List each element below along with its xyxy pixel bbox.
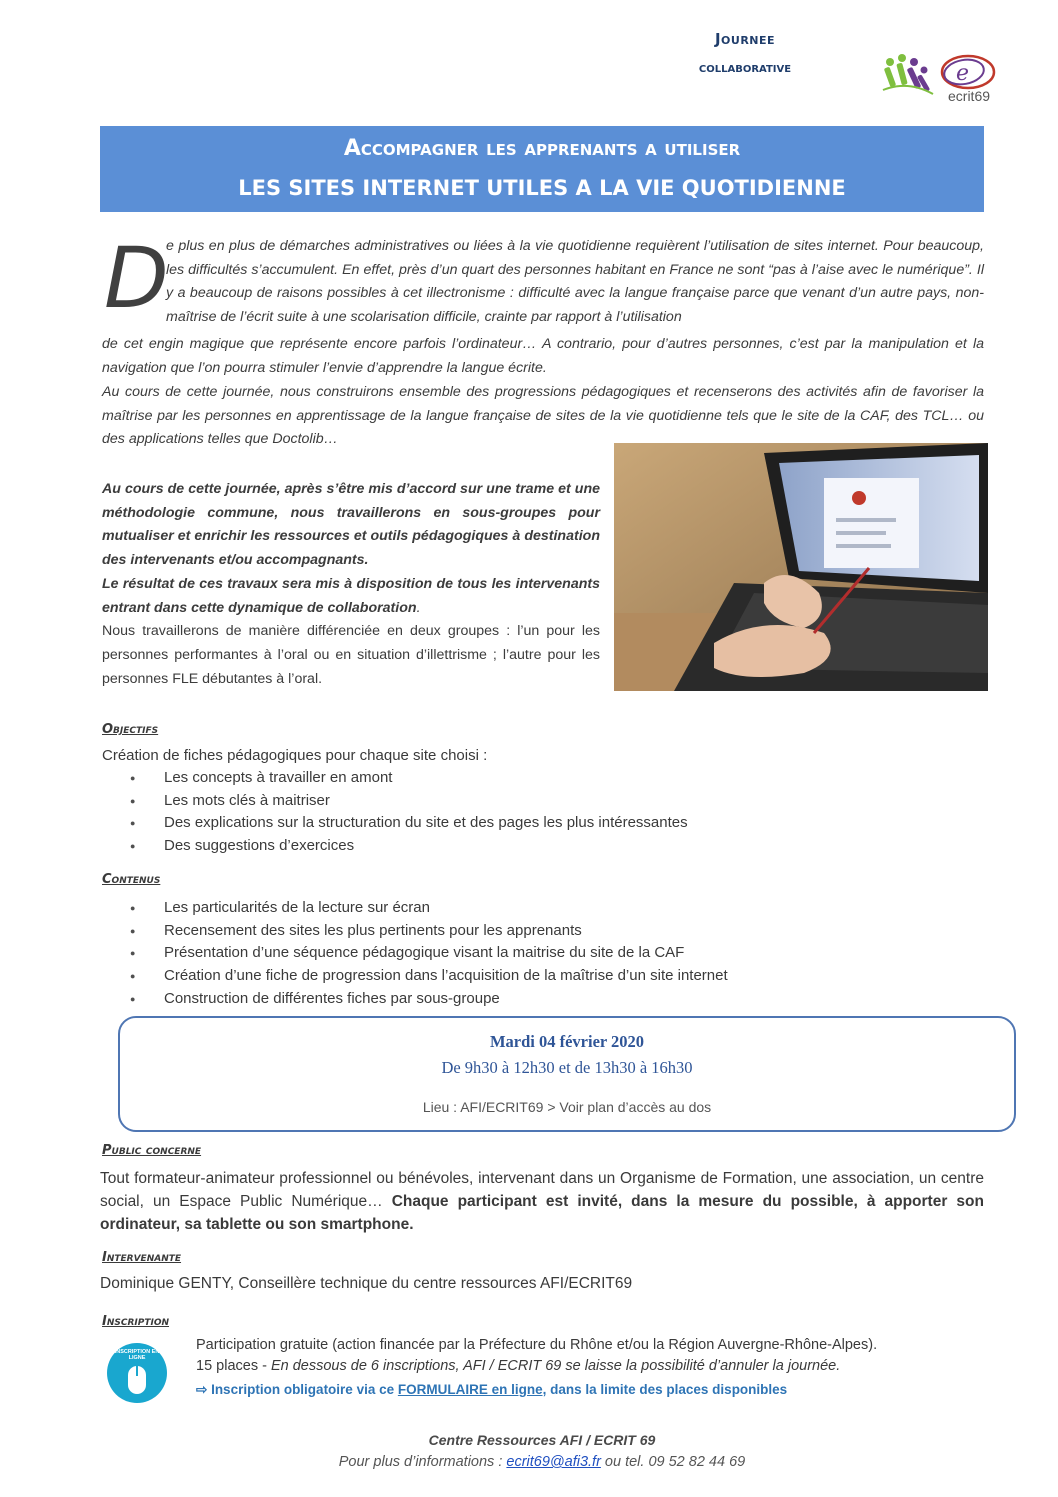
laptop-typing-image-icon (614, 443, 988, 691)
inscription-line1: Participation gratuite (action financée par la Préfecture du Rhône et/ou la Région Auvergne-Rhône-Alpes). (196, 1337, 878, 1353)
public-text (100, 1167, 984, 1236)
inscription-title: Inscription (102, 1314, 170, 1329)
objectifs-list (130, 767, 688, 858)
inscription-line3-end: dans la limite des places disponibles (546, 1382, 788, 1397)
event-date: Mardi 04 février 2020 (489, 1032, 645, 1051)
inscription-icon-label: INSCRIPTION EN LIGNE (114, 1349, 160, 1361)
work-bold-2: Le résultat de ces travaux sera mis à disposition de tous les intervenants entrant dans cette dynamique de collaboration (102, 575, 600, 616)
event-hours: De 9h30 à 12h30 et de 13h30 à 16h30 (441, 1058, 693, 1077)
public-text-bold: Chaque participant est invité, dans la mesure du possible, à apporter son ordinateur, sa tablette ou son smartphone. (100, 1193, 984, 1233)
partner-logos (878, 50, 1008, 110)
public-title: Public concerne (102, 1143, 202, 1158)
title-line2: LES SITES INTERNET UTILES A LA VIE QUOTIDIENNE (238, 176, 846, 200)
list-item: ● Recensement des sites les plus pertinents pour les apprenants (130, 920, 728, 943)
work-normal: Nous travaillerons de manière différenciée en deux groupes : l’un pour les personnes performantes à l’oral ou en situation d’illettrisme ; l’autre pour les personnes FLE débutantes à l’oral. (102, 623, 600, 687)
inscription-cancel-note: En dessous de 6 inscriptions, AFI / ECRIT 69 se laisse la possibilité d’annuler la journée. (270, 1358, 841, 1374)
footer-centre: Centre Ressources AFI / ECRIT 69 (428, 1432, 656, 1448)
inscription-line3 (196, 1382, 787, 1398)
work-bold-1: Au cours de cette journée, après s’être mis d’accord sur une trame et une méthodologie commune, nous travaillerons en sous-groupes pour mutualiser et enrichir les ressources et outils pédagogiques à destination des intervenants et/ou accompagnants. (102, 481, 600, 569)
footer-contact-label: Pour plus d’informations : (338, 1454, 507, 1470)
inscription-places: 15 places - (196, 1358, 271, 1374)
list-item: ● Les particularités de la lecture sur écran (130, 897, 728, 920)
svg-text:e: e (956, 61, 970, 86)
inscription-online-icon[interactable] (106, 1342, 168, 1404)
list-item: ● Des suggestions d’exercices (130, 835, 688, 858)
registration-form-link[interactable]: FORMULAIRE en ligne, (397, 1382, 547, 1397)
public-text-normal: Tout formateur-animateur professionnel ou bénévoles, intervenant dans un Organisme de Formation, une association, un centre social, un Espace Public Numérique… (100, 1170, 984, 1210)
header-kicker-line2: collaborative (698, 60, 792, 76)
drop-cap: D (104, 229, 169, 327)
contenus-list (130, 897, 728, 1011)
inscription-line2 (196, 1358, 840, 1374)
work-paragraph (102, 478, 600, 691)
list-item: ● Les mots clés à maitriser (130, 790, 688, 813)
intro-paragraph-1: e plus en plus de démarches administratives ou liées à la vie quotidienne requièrent l’utilisation de sites internet. Pour beaucoup, les difficultés s’accumulent. En effet, près d’un quart des personnes habitant en France ne sont “pas à l’aise avec le numérique”. Il y a beaucoup de raisons possibles à cet illectronisme : difficulté avec la langue française parce que venant d’un autre pays, non-maîtrise de l’écrit suite à une scolarisation difficile, crainte par rapport à l’utilisation (166, 238, 984, 326)
title-line1: Accompagner les apprenants a utiliser (343, 136, 741, 161)
footer-contact (0, 1454, 1058, 1470)
title-banner (100, 126, 984, 212)
contact-email-link[interactable]: ecrit69@afi3.fr (506, 1454, 601, 1470)
inscription-line3-start: Inscription obligatoire via ce (207, 1382, 398, 1397)
list-item: ● Création d’une fiche de progression dans l’acquisition de la maîtrise d’un site internet (130, 965, 728, 988)
laptop-photo (614, 443, 988, 691)
list-item: ● Présentation d’une séquence pédagogique visant la maitrise du site de la CAF (130, 942, 728, 965)
list-item: ● Construction de différentes fiches par sous-groupe (130, 988, 728, 1011)
contenus-title: Contenus (102, 872, 161, 887)
objectifs-lead: Création de fiches pédagogiques pour chaque site choisi : (102, 747, 488, 764)
intro-paragraph-2: de cet engin magique que représente encore parfois l’ordinateur… A contrario, pour d’autres personnes, c’est par la manipulation et la navigation que l’on pourra stimuler l’envie d’apprendre la langue écrite. (102, 336, 984, 376)
footer-phone: ou tel. 09 52 82 44 69 (600, 1454, 746, 1470)
list-item: ● Des explications sur la structuration du site et des pages les plus intéressantes (130, 812, 688, 835)
event-place[interactable]: Lieu : AFI/ECRIT69 > Voir plan d’accès au dos (422, 1099, 712, 1115)
objectifs-title: Objectifs (102, 722, 159, 737)
intervenante-text: Dominique GENTY, Conseillère technique du centre ressources AFI/ECRIT69 (100, 1275, 633, 1292)
event-date-box (118, 1016, 1016, 1132)
header-kicker-line1: Journee (714, 30, 776, 48)
ecrit69-logo-text: ecrit69 (948, 88, 991, 104)
intervenante-title: Intervenante (102, 1250, 182, 1265)
list-item: ● Les concepts à travailler en amont (130, 767, 688, 790)
arrow-right-icon: ⇨ (196, 1382, 208, 1397)
work-bold-2-end: . (416, 599, 421, 616)
intro-paragraph-3: Au cours de cette journée, nous construirons ensemble des progressions pédagogiques et recenserons des activités afin de favoriser la maîtrise par les personnes en apprentissage de la langue française de sites de la vie quotidienne tels que le site de la CAF, des TCL… ou des applications telles que Doctolib… (102, 384, 984, 448)
